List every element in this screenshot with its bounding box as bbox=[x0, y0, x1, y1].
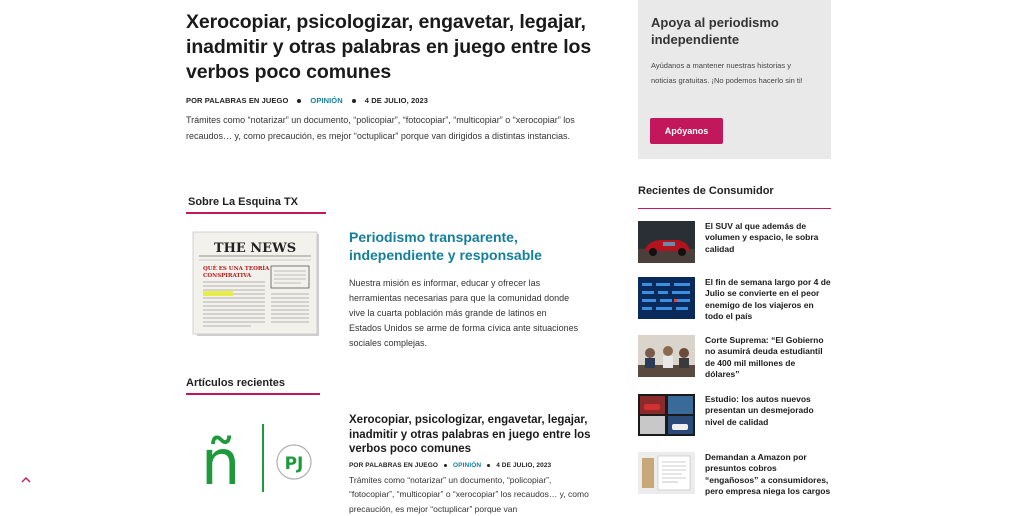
about-content bbox=[349, 228, 579, 351]
about-body: Nuestra misión es informar, educar y ofrecer las herramientas necesarias para que la comunidad donde vive la cuarta población más grande de latinos en Estados Unidos se arme de forma cívica ante situaciones sociales complejas. bbox=[349, 276, 579, 351]
newspaper-headline-2: CONSPIRATIVA bbox=[203, 273, 252, 279]
donate-button[interactable]: Apóyanos bbox=[650, 118, 723, 144]
consumer-item-title[interactable]: Demandan a Amazon por presuntos cobros “engañosos” a consumidores, pero empresa niega los cargos bbox=[705, 452, 831, 497]
meta-separator bbox=[444, 464, 447, 467]
palabras-en-juego-logo[interactable] bbox=[199, 420, 323, 496]
newspaper-masthead: THE NEWS bbox=[214, 241, 296, 256]
consumer-item-thumbnail[interactable] bbox=[638, 394, 695, 436]
donate-text: Ayúdanos a mantener nuestras historias y noticias gratuitas. ¡No podemos hacerlo sin ti! bbox=[651, 58, 818, 88]
consumer-item-thumbnail[interactable] bbox=[638, 277, 695, 319]
recent-articles-heading: Artículos recientes bbox=[186, 377, 320, 395]
consumer-item-title[interactable]: El SUV al que además de volumen y espacio, le sobra calidad bbox=[705, 221, 831, 255]
recent-article-category[interactable]: OPINIÓN bbox=[453, 462, 481, 469]
consumer-section-heading: Recientes de Consumidor bbox=[638, 185, 831, 209]
top-article-title[interactable]: Xerocopiar, psicologizar, engavetar, legajar, inadmitir y otras palabras en juego entre los verbos poco comunes bbox=[186, 10, 606, 85]
meta-separator bbox=[352, 99, 356, 103]
recent-article-meta bbox=[349, 462, 599, 469]
recent-article-author[interactable]: POR PALABRAS EN JUEGO bbox=[349, 462, 438, 469]
meta-separator bbox=[487, 464, 490, 467]
consumer-item-title[interactable]: Estudio: los autos nuevos presentan un desmejorado nivel de calidad bbox=[705, 394, 831, 428]
top-article-excerpt: Trámites como “notarizar” un documento, “policopiar”, “fotocopiar”, “multicopiar” o “xerocopiar” los recaudos… y, como precaución, es mejor “octuplicar” porque van dirigidos a distintas instancias. bbox=[186, 113, 606, 144]
meta-separator bbox=[297, 99, 301, 103]
top-article-meta bbox=[186, 96, 606, 105]
newspaper-headline-1: QUÉ ES UNA TEORÍA bbox=[203, 264, 270, 272]
recent-article-title[interactable]: Xerocopiar, psicologizar, engavetar, legajar, inadmitir y otras palabras en juego entre los verbos poco comunes bbox=[349, 413, 599, 457]
consumer-item-thumbnail[interactable] bbox=[638, 221, 695, 263]
donate-title: Apoya al periodismo independiente bbox=[651, 14, 817, 48]
top-article bbox=[186, 10, 606, 144]
about-title: Periodismo transparente, independiente y responsable bbox=[349, 228, 579, 264]
top-article-category[interactable]: OPINIÓN bbox=[310, 96, 342, 105]
recent-article bbox=[349, 413, 599, 516]
about-section-heading: Sobre La Esquina TX bbox=[186, 196, 326, 214]
logo-letter: ñ bbox=[201, 426, 240, 496]
top-article-date: 4 DE JULIO, 2023 bbox=[365, 96, 428, 105]
consumer-item-title[interactable]: Corte Suprema: “El Gobierno no asumirá deuda estudiantil de 400 mil millones de dólares” bbox=[705, 335, 831, 380]
chevron-up-icon[interactable] bbox=[20, 474, 32, 486]
consumer-item-thumbnail[interactable] bbox=[638, 335, 695, 377]
consumer-item-thumbnail[interactable] bbox=[638, 452, 695, 494]
recent-article-date: 4 DE JULIO, 2023 bbox=[496, 462, 551, 469]
consumer-item-title[interactable]: El fin de semana largo por 4 de Julio se convierte en el peor enemigo de los viajeros en todo el país bbox=[705, 277, 831, 322]
recent-article-excerpt: Trámites como “notarizar” un documento, “policopiar”, “fotocopiar”, “multicopiar” o “xerocopiar” los recaudos… y, como precaución, es mejor “octuplicar” porque van bbox=[349, 473, 599, 516]
newspaper-image bbox=[191, 230, 322, 338]
logo-badge-text: PJ bbox=[285, 454, 304, 474]
donate-box bbox=[638, 0, 831, 159]
top-article-author[interactable]: POR PALABRAS EN JUEGO bbox=[186, 96, 288, 105]
